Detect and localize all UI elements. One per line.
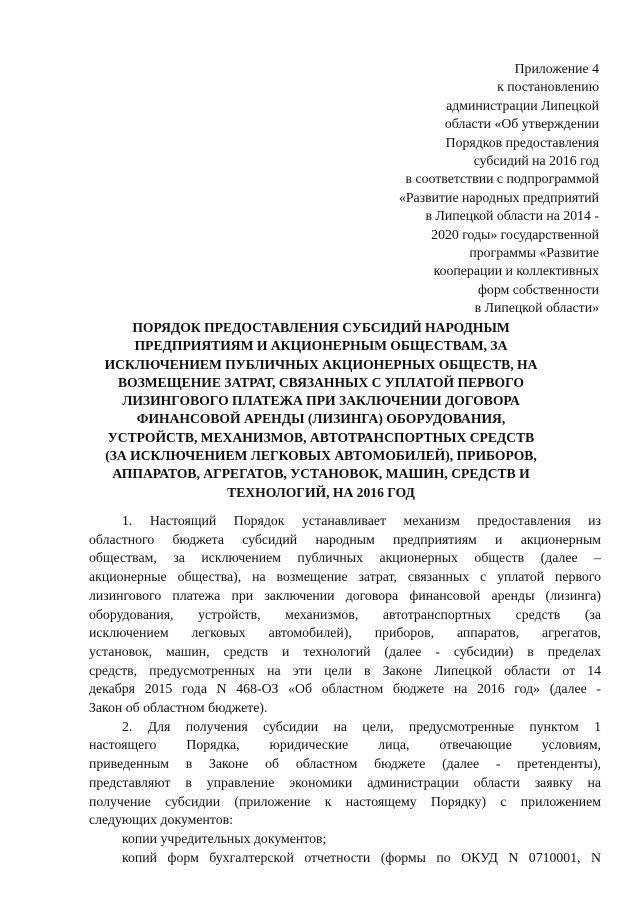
title-line: ПОРЯДОК ПРЕДОСТАВЛЕНИЯ СУБСИДИЙ НАРОДНЫМ: [132, 320, 510, 335]
title-line: ЛИЗИНГОВОГО ПЛАТЕЖА ПРИ ЗАКЛЮЧЕНИИ ДОГОВОРА: [122, 393, 520, 409]
paragraph-line: следующих документов:: [89, 812, 234, 828]
appendix-header: [340, 60, 599, 318]
appendix-line: в Липецкой области»: [474, 300, 599, 316]
paragraph-1: [89, 512, 601, 718]
appendix-line: кооперации и коллективных: [433, 263, 599, 279]
title-line: УСТРОЙСТВ, МЕХАНИЗМОВ, АВТОТРАНСПОРТНЫХ СРЕДСТВ: [107, 429, 535, 445]
appendix-line: к постановлению: [497, 79, 599, 95]
list-item: копий форм бухгалтерской отчетности (формы по ОКУД N 0710001, N: [122, 849, 601, 865]
title-line: ТЕХНОЛОГИЙ, НА 2016 ГОД: [227, 484, 415, 500]
paragraph-line: представляют в управление экономики администрации области заявку на: [89, 774, 601, 790]
paragraph-2: [89, 718, 601, 830]
document-body: [89, 512, 601, 867]
paragraph-line: настоящего Порядка, юридические лица, отвечающие условиям,: [89, 737, 601, 753]
appendix-line: Порядков предоставления: [445, 134, 599, 150]
title-line: ВОЗМЕЩЕНИЕ ЗАТРАТ, СВЯЗАННЫХ С УПЛАТОЙ ПЕРВОГО: [117, 374, 525, 390]
list-item: копии учредительных документов;: [122, 830, 327, 846]
paragraph-line: акционерные общества), на возмещение затрат, связанных с уплатой первого: [89, 569, 601, 585]
title-line: АППАРАТОВ, АГРЕГАТОВ, УСТАНОВОК, МАШИН, СРЕДСТВ И: [112, 466, 530, 482]
paragraph-line: оборудования, устройств, механизмов, автотранспортных средств (за: [89, 606, 601, 622]
appendix-line: области «Об утверждении: [444, 116, 599, 132]
appendix-line: форм собственности: [477, 281, 599, 297]
title-line: (ЗА ИСКЛЮЧЕНИЕМ ЛЕГКОВЫХ АВТОМОБИЛЕЙ), ПРИБОРОВ,: [105, 448, 537, 464]
paragraph-line: 2. Для получения субсидии на цели, предусмотренные пунктом 1: [122, 718, 601, 734]
document-title: [88, 319, 554, 502]
appendix-line: администрации Липецкой: [446, 97, 599, 113]
paragraph-line: лизингового платежа при заключении договора финансовой аренды (лизинга): [89, 587, 601, 603]
paragraph-line: приведенным в Законе об областном бюджете (далее - претенденты),: [89, 756, 601, 772]
title-line: ИСКЛЮЧЕНИЕМ ПУБЛИЧНЫХ АКЦИОНЕРНЫХ ОБЩЕСТВ, НА: [104, 356, 538, 372]
paragraph-line: получение субсидии (приложение к настоящему Порядку) с приложением: [89, 793, 601, 809]
paragraph-line: 1. Настоящий Порядок устанавливает механизм предоставления из: [122, 513, 601, 528]
paragraph-line: установок, машин, средств и технологий (далее - субсидии) в пределах: [89, 643, 601, 659]
appendix-line: программы «Развитие: [469, 245, 599, 261]
title-line: ПРЕДПРИЯТИЯМ И АКЦИОНЕРНЫМ ОБЩЕСТВАМ, ЗА: [134, 338, 508, 354]
paragraph-line: средств, предусмотренных на эти цели в Законе Липецкой области от 14: [89, 662, 601, 678]
paragraph-line: обществам, за исключением публичных акционерных обществ (далее –: [89, 550, 601, 566]
appendix-line: в соответствии с подпрограммой: [405, 171, 599, 187]
paragraph-line: декабря 2015 года N 468-ОЗ «Об областном бюджете на 2016 год» (далее -: [89, 681, 601, 697]
paragraph-line: областного бюджета субсидий народным предприятиям и акционерным: [89, 531, 601, 547]
appendix-line: 2020 годы» государственной: [431, 226, 599, 242]
title-line: ФИНАНСОВОЙ АРЕНДЫ (ЛИЗИНГА) ОБОРУДОВАНИЯ,: [136, 411, 506, 427]
appendix-line: «Развитие народных предприятий: [398, 189, 599, 205]
paragraph-line: исключением легковых автомобилей), приборов, аппаратов, агрегатов,: [89, 625, 601, 641]
appendix-line: Приложение 4: [514, 61, 599, 76]
paragraph-line: Закон об областном бюджете).: [89, 700, 268, 716]
appendix-line: субсидий на 2016 год: [473, 153, 599, 169]
document-list: [89, 830, 601, 867]
appendix-line: в Липецкой области на 2014 -: [425, 208, 599, 224]
